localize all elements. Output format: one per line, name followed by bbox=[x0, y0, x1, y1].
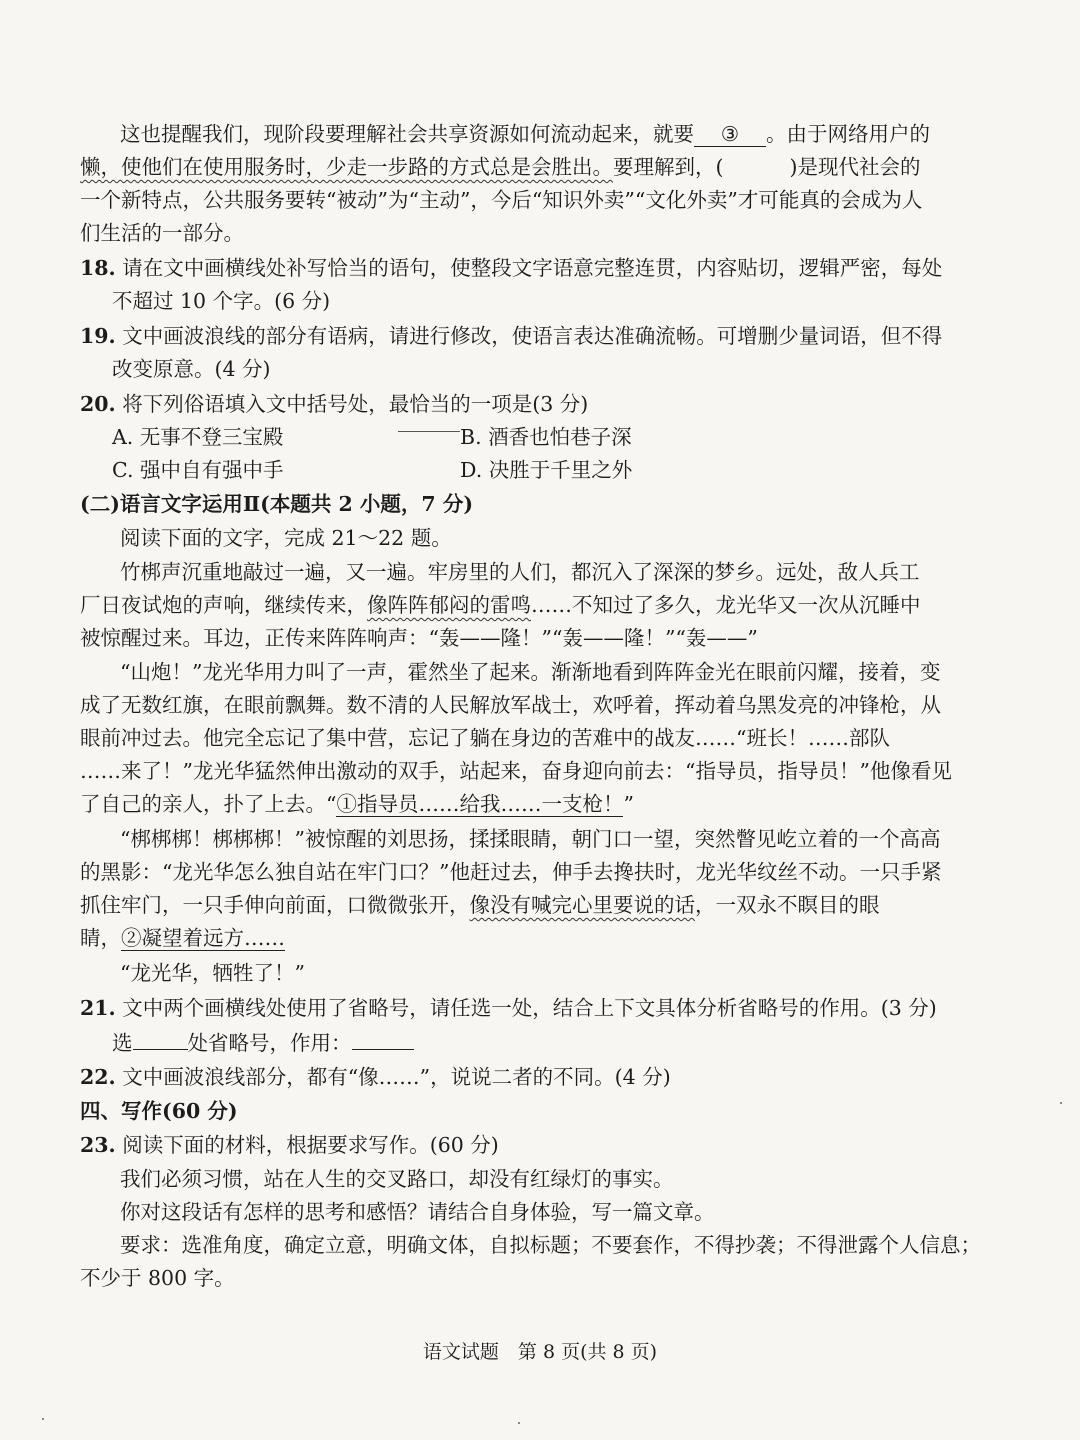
option-d: D. 决胜于千里之外 bbox=[460, 458, 633, 482]
intro-line-3: 一个新特点，公共服务要转“被动”为“主动”，今后“知识外卖”“文化外卖”才可能真的会成为人 bbox=[80, 188, 923, 212]
scan-speck bbox=[1060, 1102, 1062, 1104]
question-text: 将下列俗语填入文中括号处，最恰当的一项是(3 分) bbox=[122, 392, 589, 416]
passage-line: “山炮！”龙光华用力叫了一声，霍然坐了起来。渐渐地看到阵阵金光在眼前闪耀，接着，变 bbox=[120, 660, 941, 684]
underlined-text: ②凝望着远方…… bbox=[121, 926, 285, 950]
instruction: 阅读下面的文字，完成 21～22 题。 bbox=[120, 526, 452, 550]
scan-speck bbox=[42, 1418, 44, 1420]
text: 。由于网络用户的 bbox=[766, 122, 930, 146]
question-number: 19. bbox=[80, 324, 116, 348]
question-text: 文中画波浪线部分，都有“像……”，说说二者的不同。(4 分) bbox=[122, 1065, 671, 1089]
requirements-text: 要求：选准角度，确定立意，明确文体，自拟标题；不要套作，不得抄袭；不得泄露个人信息； bbox=[120, 1233, 981, 1257]
question-18 bbox=[80, 252, 1010, 285]
question-number: 18. bbox=[80, 256, 116, 280]
text: 抓住牢门，一只手伸向前面，口微微张开， bbox=[80, 893, 470, 917]
question-22 bbox=[80, 1061, 1010, 1094]
question-21 bbox=[80, 992, 1010, 1025]
requirements-text: 不少于 800 字。 bbox=[80, 1266, 235, 1290]
text: 要理解到，( bbox=[613, 155, 724, 179]
question-21-answer bbox=[112, 1027, 1042, 1060]
passage-line: 被惊醒过来。耳边，正传来阵阵响声：“轰——隆！”“轰——隆！”“轰——” bbox=[80, 626, 758, 650]
text: 这也提醒我们，现阶段要理解社会共享资源如何流动起来，就要 bbox=[120, 122, 694, 146]
passage-line bbox=[80, 889, 1010, 922]
section-heading: 四、写作(60 分) bbox=[80, 1099, 238, 1123]
passage-line bbox=[80, 922, 1010, 955]
option-a: A. 无事不登三宝殿 bbox=[112, 425, 284, 449]
text: 了自己的亲人，扑了上去。“ bbox=[80, 792, 337, 816]
intro-line-4: 们生活的一部分。 bbox=[80, 221, 244, 245]
text: ” bbox=[623, 792, 634, 816]
question-number: 22. bbox=[80, 1065, 116, 1089]
section-heading: (二)语言文字运用Ⅱ(本题共 2 小题，7 分) bbox=[80, 492, 474, 516]
page-footer: 语文试题 第 8 页(共 8 页) bbox=[422, 1341, 658, 1363]
text: ……不知过了多久，龙光华又一次从沉睡中 bbox=[531, 593, 921, 617]
stray-mark bbox=[398, 431, 460, 432]
text: 睛， bbox=[80, 926, 121, 950]
passage-line: 竹梆声沉重地敲过一遍，又一遍。牢房里的人们，都沉入了深深的梦乡。远处，敌人兵工 bbox=[120, 560, 920, 584]
question-23 bbox=[80, 1129, 1010, 1162]
passage-line: 的黑影：“龙光华怎么独自站在牢门口？”他赶过去，伸手去搀扶时，龙光华纹丝不动。一只手紧 bbox=[80, 860, 942, 884]
text: 选 bbox=[112, 1031, 133, 1055]
passage-line: 成了无数红旗，在眼前飘舞。数不清的人民解放军战士，欢呼着，挥动着乌黑发亮的冲锋枪，从 bbox=[80, 693, 941, 717]
blank-3: ③ bbox=[694, 122, 766, 147]
question-18-cont: 不超过 10 个字。(6 分) bbox=[112, 289, 331, 313]
passage-line bbox=[80, 788, 1010, 821]
material-text: 我们必须习惯，站在人生的交叉路口，却没有红绿灯的事实。 bbox=[120, 1167, 674, 1191]
question-text: 文中画波浪线的部分有语病，请进行修改，使语言表达准确流畅。可增删少量词语，但不得 bbox=[122, 324, 943, 348]
passage-line: ……来了！”龙光华猛然伸出激动的双手，站起来，奋身迎向前去：“指导员，指导员！”他像看见 bbox=[80, 759, 952, 783]
passage-line: “梆梆梆！梆梆梆！”被惊醒的刘思扬，揉揉眼睛，朝门口一望，突然瞥见屹立着的一个高高 bbox=[120, 827, 941, 851]
passage-line: 眼前冲过去。他完全忘记了集中营，忘记了躺在身边的苦难中的战友……“班长！……部队 bbox=[80, 726, 890, 750]
question-text: 请在文中画横线处补写恰当的语句，使整段文字语意完整连贯，内容贴切，逻辑严密，每处 bbox=[122, 256, 943, 280]
option-b: B. 酒香也怕巷子深 bbox=[460, 425, 632, 449]
question-20 bbox=[80, 388, 1010, 421]
underlined-text: ①指导员……给我……一支枪！ bbox=[336, 792, 624, 816]
scan-speck bbox=[518, 1422, 520, 1424]
answer-blank bbox=[133, 1049, 188, 1050]
answer-blank bbox=[352, 1049, 414, 1050]
question-19-cont: 改变原意。(4 分) bbox=[112, 357, 271, 381]
text: 处省略号，作用： bbox=[187, 1031, 352, 1055]
question-number: 23. bbox=[80, 1133, 116, 1157]
text: )是现代社会的 bbox=[789, 155, 921, 179]
question-19 bbox=[80, 320, 1010, 353]
wavy-underlined-text: 像没有喊完心里要说的话 bbox=[469, 893, 695, 917]
option-c: C. 强中自有强中手 bbox=[112, 458, 284, 482]
wavy-underlined-text: 像阵阵郁闷的雷鸣 bbox=[367, 593, 531, 617]
intro-line-1 bbox=[120, 118, 1050, 151]
question-text: 文中两个画横线处使用了省略号，请任选一处，结合上下文具体分析省略号的作用。(3 分) bbox=[122, 996, 937, 1020]
question-number: 20. bbox=[80, 392, 116, 416]
question-number: 21. bbox=[80, 996, 116, 1020]
question-text: 阅读下面的材料，根据要求写作。(60 分) bbox=[122, 1133, 499, 1157]
prompt-text: 你对这段话有怎样的思考和感悟？请结合自身体验，写一篇文章。 bbox=[120, 1200, 715, 1224]
passage-line bbox=[80, 589, 1010, 622]
passage-line: “龙光华，牺牲了！” bbox=[120, 961, 305, 985]
wavy-underlined-text: 懒，使他们在使用服务时，少走一步路的方式总是会胜出。 bbox=[80, 155, 613, 179]
intro-line-2 bbox=[80, 151, 1010, 184]
text: ，一双永不瞑目的眼 bbox=[695, 893, 880, 917]
text: 厂日夜试炮的声响，继续传来， bbox=[80, 593, 367, 617]
